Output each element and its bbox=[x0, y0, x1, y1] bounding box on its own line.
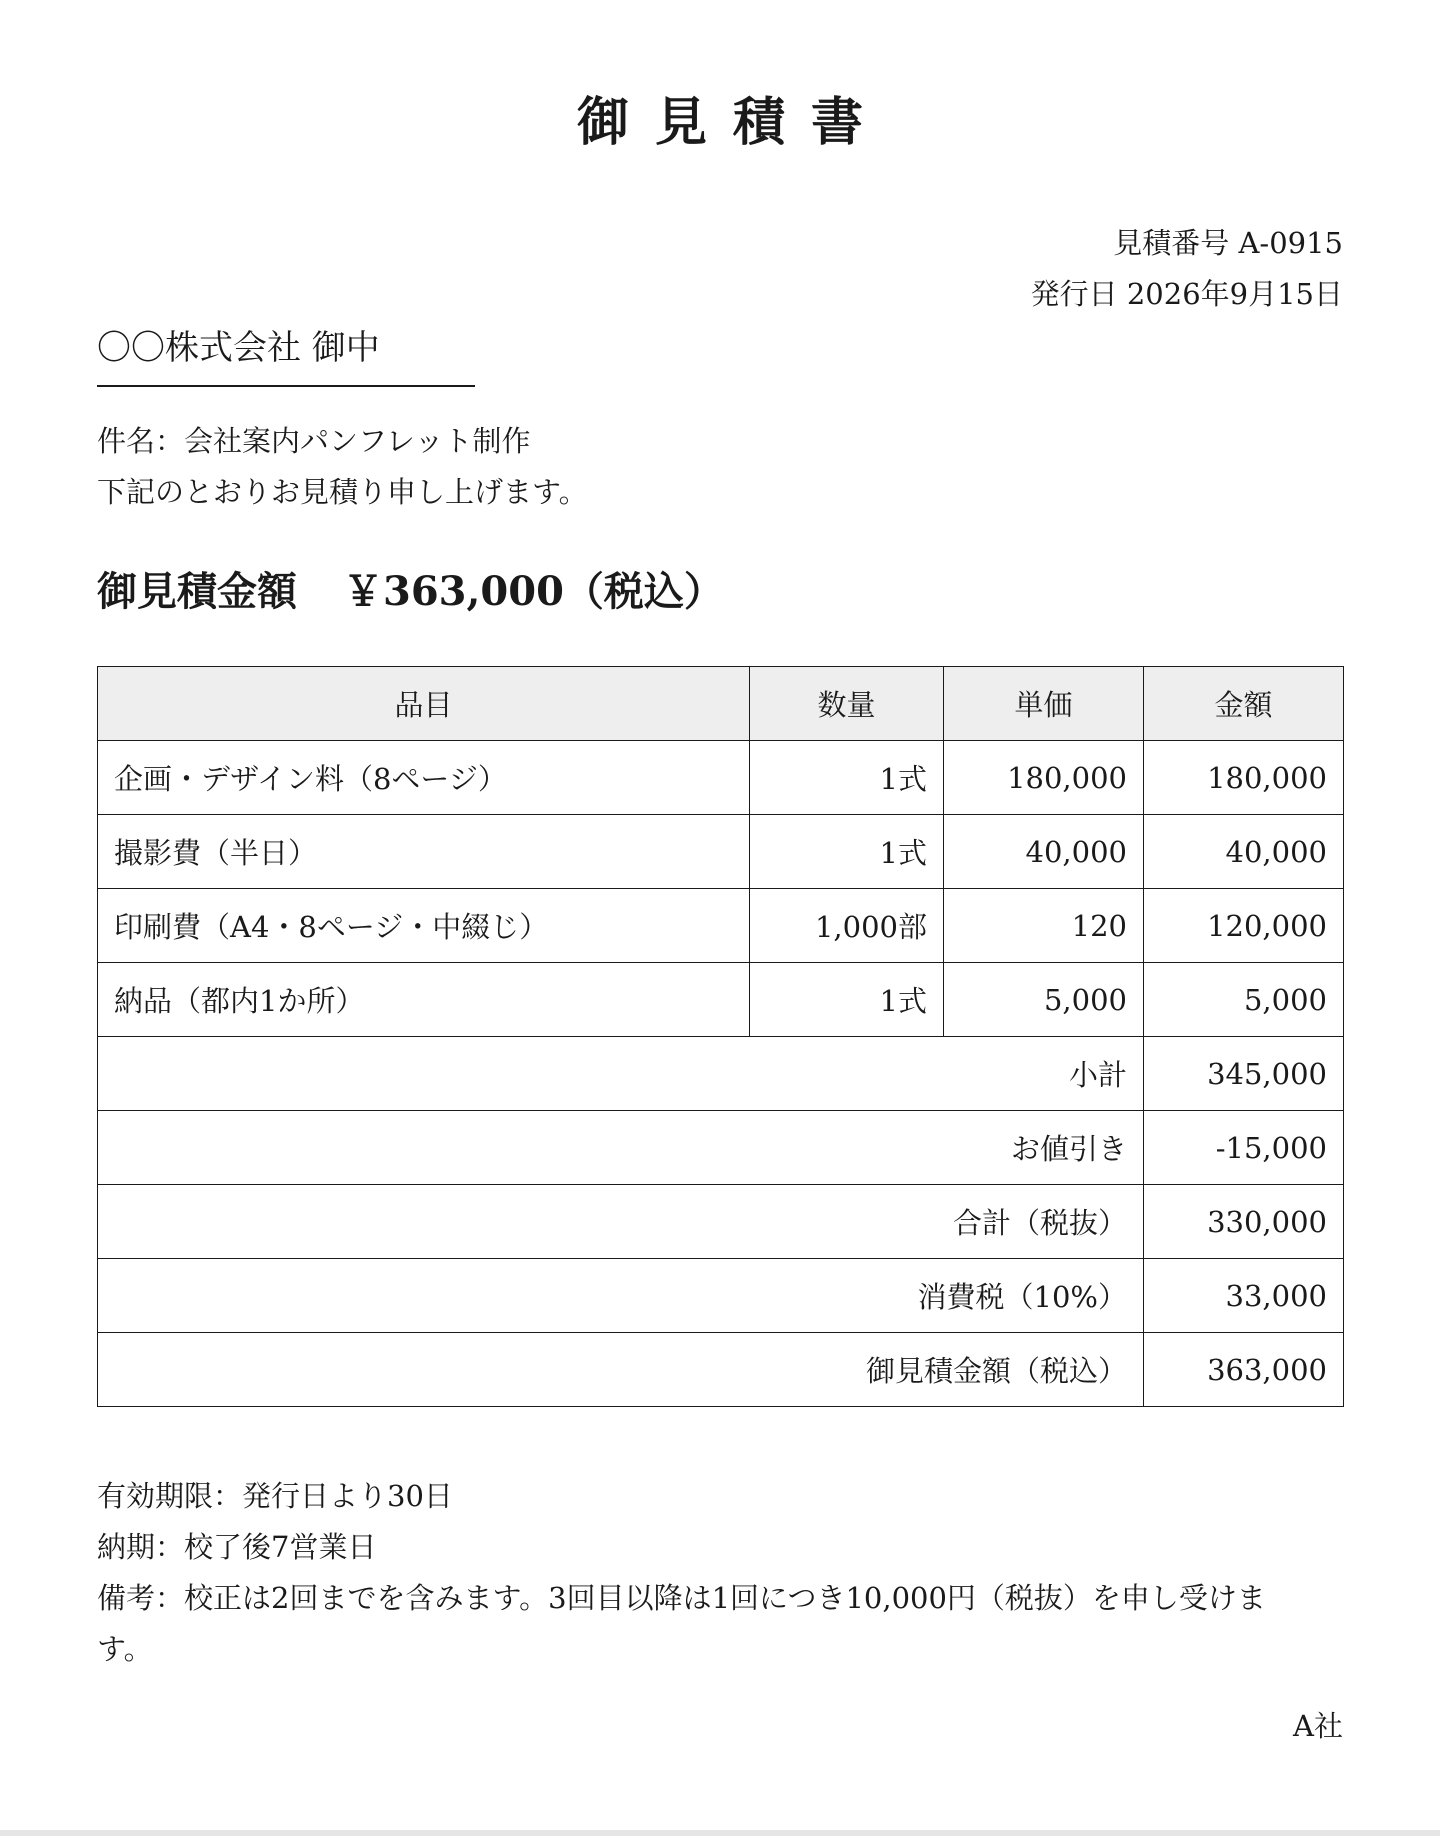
header-unit-price: 単価 bbox=[944, 667, 1144, 741]
header-quantity: 数量 bbox=[750, 667, 944, 741]
table-header-row bbox=[98, 667, 1344, 741]
summary-label: お値引き bbox=[98, 1111, 1144, 1185]
table-row bbox=[98, 963, 1344, 1037]
delivery-note: 納期：校了後7営業日 bbox=[97, 1530, 377, 1564]
item-quantity: 1,000部 bbox=[750, 889, 944, 963]
summary-amount: 330,000 bbox=[1144, 1185, 1344, 1259]
table-row bbox=[98, 889, 1344, 963]
estimate-meta bbox=[1031, 218, 1343, 320]
summary-row-tax bbox=[98, 1259, 1344, 1333]
issue-date: 発行日 2026年9月15日 bbox=[1030, 277, 1343, 311]
summary-row-grand-total bbox=[98, 1333, 1344, 1407]
page-bottom-divider bbox=[0, 1830, 1440, 1836]
estimate-number: 見積番号 A-0915 bbox=[1113, 226, 1343, 260]
total-value: ￥363,000（税込） bbox=[343, 568, 724, 615]
item-amount: 180,000 bbox=[1144, 741, 1344, 815]
item-unit-price: 120 bbox=[944, 889, 1144, 963]
total-amount-heading bbox=[97, 564, 724, 620]
document-title: 御見積書 bbox=[576, 92, 889, 153]
summary-amount: 33,000 bbox=[1144, 1259, 1344, 1333]
item-quantity: 1式 bbox=[750, 741, 944, 815]
summary-row-total-excl-tax bbox=[98, 1185, 1344, 1259]
summary-label: 消費税（10%） bbox=[98, 1259, 1144, 1333]
table-row bbox=[98, 741, 1344, 815]
item-unit-price: 5,000 bbox=[944, 963, 1144, 1037]
header-item: 品目 bbox=[98, 667, 750, 741]
summary-label: 御見積金額（税込） bbox=[98, 1333, 1144, 1407]
item-name: 撮影費（半日） bbox=[98, 815, 750, 889]
intro-text: 下記のとおりお見積り申し上げます。 bbox=[97, 475, 588, 509]
subject-line: 件名：会社案内パンフレット制作 bbox=[97, 424, 531, 458]
item-quantity: 1式 bbox=[750, 963, 944, 1037]
notes-block bbox=[97, 1471, 1343, 1675]
summary-amount: -15,000 bbox=[1144, 1111, 1344, 1185]
issuer-name: A社 bbox=[1293, 1709, 1343, 1743]
summary-label: 合計（税抜） bbox=[98, 1185, 1144, 1259]
item-unit-price: 180,000 bbox=[944, 741, 1144, 815]
item-quantity: 1式 bbox=[750, 815, 944, 889]
remarks-note: 備考：校正は2回までを含みます。3回目以降は1回につき10,000円（税抜）を申し受けます。 bbox=[97, 1581, 1266, 1666]
table-row bbox=[98, 815, 1344, 889]
summary-row-subtotal bbox=[98, 1037, 1344, 1111]
header-amount: 金額 bbox=[1144, 667, 1344, 741]
recipient-name: 〇〇株式会社 御中 bbox=[97, 325, 475, 387]
item-name: 印刷費（A4・8ページ・中綴じ） bbox=[98, 889, 750, 963]
item-amount: 120,000 bbox=[1144, 889, 1344, 963]
item-amount: 40,000 bbox=[1144, 815, 1344, 889]
summary-label: 小計 bbox=[98, 1037, 1144, 1111]
summary-amount: 363,000 bbox=[1144, 1333, 1344, 1407]
item-amount: 5,000 bbox=[1144, 963, 1344, 1037]
summary-amount: 345,000 bbox=[1144, 1037, 1344, 1111]
total-label: 御見積金額 bbox=[97, 568, 297, 615]
intro-block bbox=[97, 416, 588, 518]
validity-note: 有効期限：発行日より30日 bbox=[97, 1479, 453, 1513]
line-items-table bbox=[97, 666, 1344, 1407]
summary-row-discount bbox=[98, 1111, 1344, 1185]
item-name: 企画・デザイン料（8ページ） bbox=[98, 741, 750, 815]
item-name: 納品（都内1か所） bbox=[98, 963, 750, 1037]
item-unit-price: 40,000 bbox=[944, 815, 1144, 889]
